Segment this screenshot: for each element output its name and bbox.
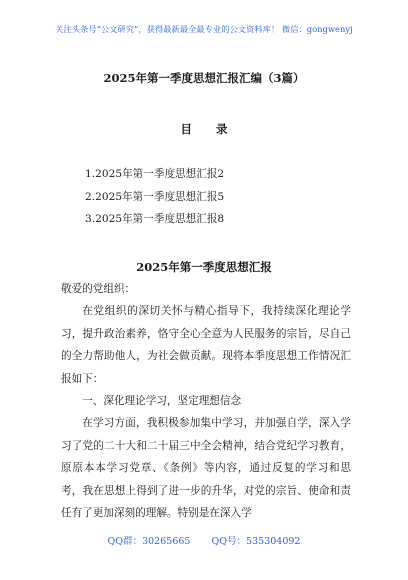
header-promo-note: 关注头条号“公文研究”，获得最新最全最专业的公文资料库！ 微信：gongwenyj bbox=[55, 24, 353, 34]
qq-number-text: QQ号：535304092 bbox=[211, 536, 301, 547]
body-paragraph: 在学习方面，我积极参加集中学习，并加强自学，深入学习了党的二十大和二十届三中全会精神，结合党纪学习教育，原原本本学习党章、《条例》等内容，通过反复的学习和思考，我在思想上得到了进一步的升华，对党的宗旨、使命和责任有了更加深刻的理解。特别是在深入学 bbox=[61, 417, 351, 520]
footer-contact bbox=[0, 533, 408, 547]
report-body bbox=[61, 278, 351, 524]
table-of-contents bbox=[85, 163, 224, 231]
toc-item[interactable]: 1.2025年第一季度思想汇报2 bbox=[85, 168, 225, 180]
section-title: 2025年第一季度思想汇报 bbox=[136, 260, 272, 274]
toc-item[interactable]: 2.2025年第一季度思想汇报5 bbox=[85, 190, 225, 203]
subheading: 一、深化理论学习，坚定理想信念 bbox=[82, 395, 242, 408]
body-paragraph: 在党组织的深切关怀与精心指导下，我持续深化理论学习，提升政治素养，恪守全心全意为人民服务的宗旨，尽自己的全力帮助他人，为社会做贡献。现将本季度思想工作情况汇报如下： bbox=[61, 305, 351, 385]
toc-item[interactable]: 3.2025年第一季度思想汇报8 bbox=[85, 213, 225, 225]
document-title: 2025年第一季度思想汇报汇编（3篇） bbox=[103, 71, 305, 85]
qq-group-text: QQ群：30265665 bbox=[107, 536, 191, 547]
toc-heading: 目 录 bbox=[180, 122, 238, 136]
salutation: 敬爱的党组织： bbox=[61, 283, 136, 295]
